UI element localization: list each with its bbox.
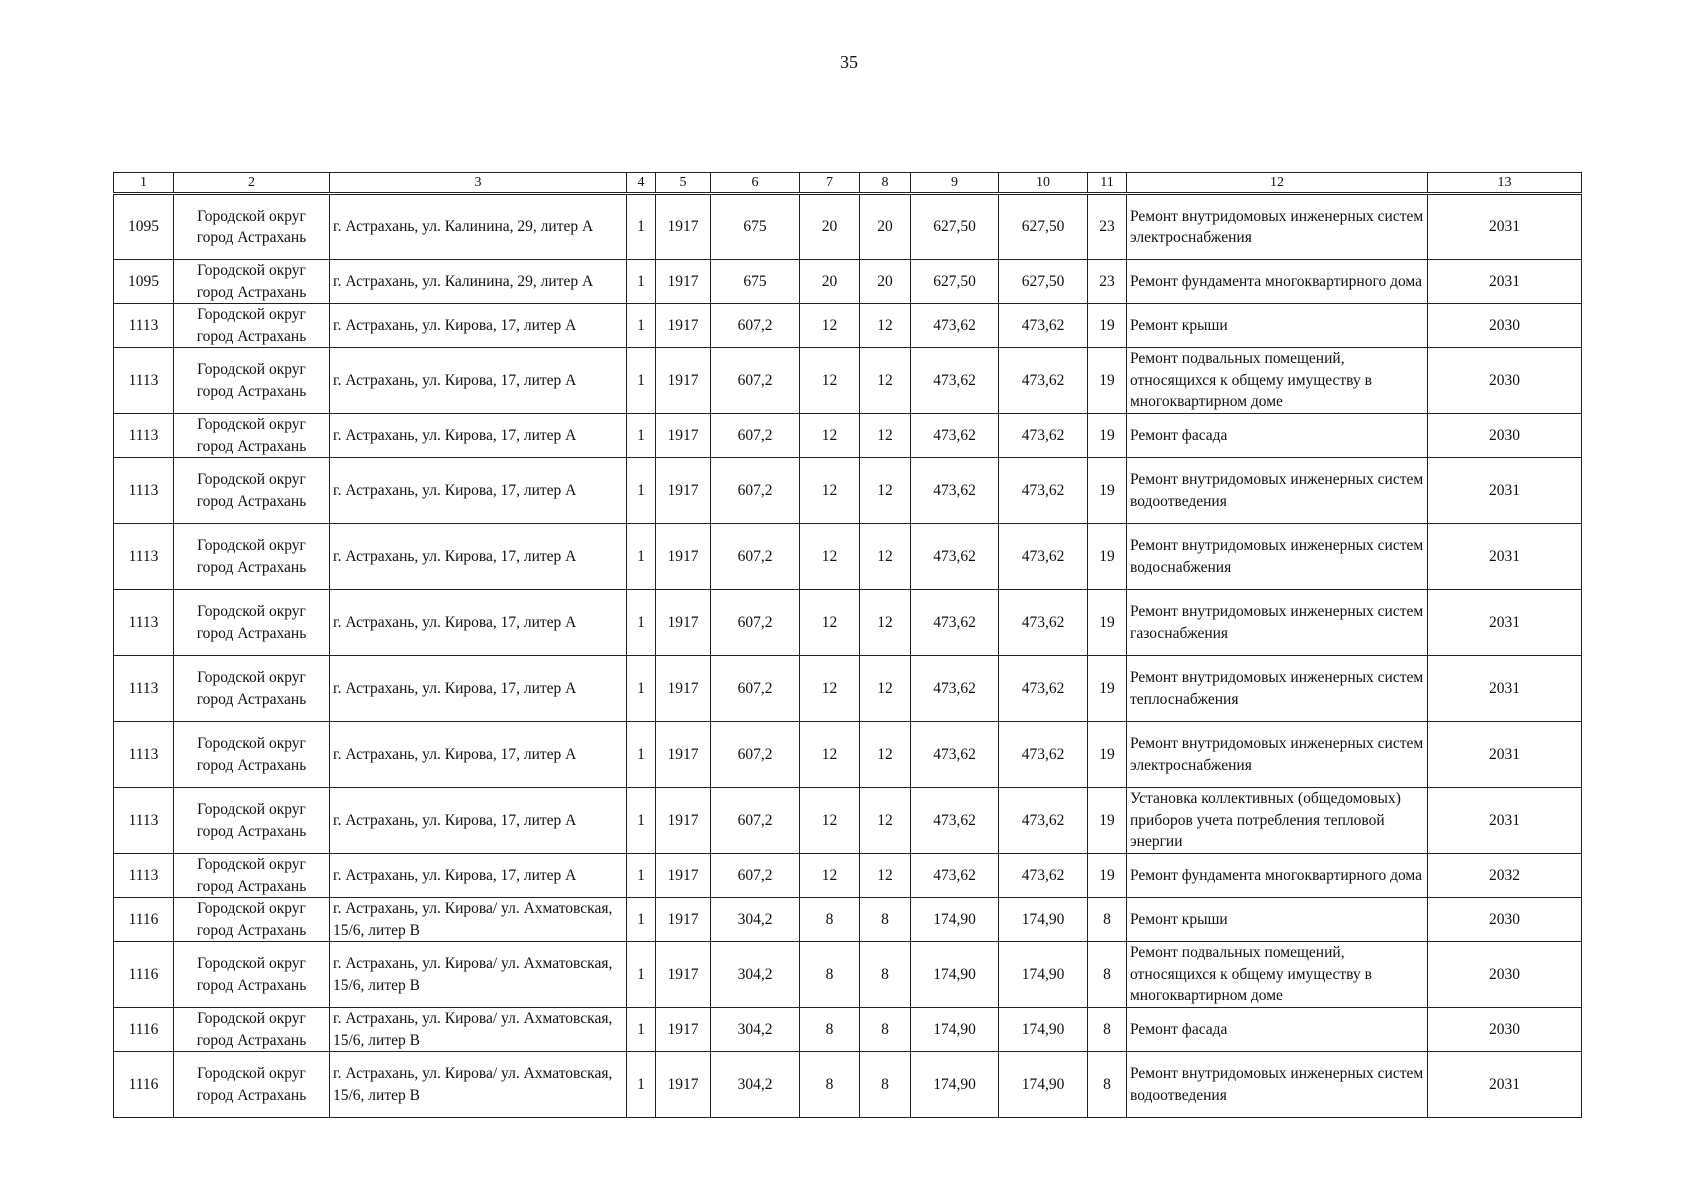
cell-year-built: 1917 xyxy=(656,194,711,260)
cell-col-4: 1 xyxy=(627,1052,656,1118)
cell-total-area: 304,2 xyxy=(711,898,800,942)
table-row xyxy=(114,458,1582,524)
cell-col-10-area: 473,62 xyxy=(999,788,1088,854)
cell-total-area: 607,2 xyxy=(711,854,800,898)
cell-planned-year: 2031 xyxy=(1428,722,1582,788)
cell-col-7: 12 xyxy=(800,788,860,854)
cell-address: г. Астрахань, ул. Кирова, 17, литер А xyxy=(330,656,627,722)
cell-col-4: 1 xyxy=(627,854,656,898)
cell-col-10-area: 174,90 xyxy=(999,1008,1088,1052)
cell-planned-year: 2031 xyxy=(1428,590,1582,656)
cell-year-built: 1917 xyxy=(656,1052,711,1118)
cell-residents: 8 xyxy=(1088,898,1127,942)
cell-total-area: 607,2 xyxy=(711,656,800,722)
cell-planned-year: 2031 xyxy=(1428,656,1582,722)
cell-residents: 8 xyxy=(1088,942,1127,1008)
table-row xyxy=(114,788,1582,854)
cell-municipality: Городской округ город Астрахань xyxy=(174,524,330,590)
cell-work-type: Ремонт внутридомовых инженерных систем электроснабжения xyxy=(1127,722,1428,788)
cell-col-8: 12 xyxy=(860,656,911,722)
cell-work-type: Установка коллективных (общедомовых) приборов учета потребления тепловой энергии xyxy=(1127,788,1428,854)
cell-work-type: Ремонт внутридомовых инженерных систем газоснабжения xyxy=(1127,590,1428,656)
cell-total-area: 607,2 xyxy=(711,414,800,458)
cell-municipality: Городской округ город Астрахань xyxy=(174,722,330,788)
cell-col-9-area: 174,90 xyxy=(911,1052,999,1118)
cell-row-id: 1095 xyxy=(114,260,174,304)
cell-work-type: Ремонт внутридомовых инженерных систем водоотведения xyxy=(1127,458,1428,524)
cell-residents: 19 xyxy=(1088,722,1127,788)
cell-municipality: Городской округ город Астрахань xyxy=(174,942,330,1008)
cell-planned-year: 2031 xyxy=(1428,788,1582,854)
cell-col-8: 20 xyxy=(860,194,911,260)
cell-col-7: 12 xyxy=(800,414,860,458)
cell-municipality: Городской округ город Астрахань xyxy=(174,788,330,854)
column-header-13: 13 xyxy=(1428,173,1582,194)
cell-col-7: 12 xyxy=(800,304,860,348)
cell-work-type: Ремонт внутридомовых инженерных систем теплоснабжения xyxy=(1127,656,1428,722)
cell-year-built: 1917 xyxy=(656,458,711,524)
cell-col-9-area: 473,62 xyxy=(911,524,999,590)
cell-row-id: 1116 xyxy=(114,1008,174,1052)
cell-address: г. Астрахань, ул. Кирова, 17, литер А xyxy=(330,304,627,348)
cell-col-4: 1 xyxy=(627,590,656,656)
cell-total-area: 607,2 xyxy=(711,788,800,854)
cell-municipality: Городской округ город Астрахань xyxy=(174,590,330,656)
cell-total-area: 607,2 xyxy=(711,348,800,414)
cell-col-9-area: 627,50 xyxy=(911,260,999,304)
cell-work-type: Ремонт фасада xyxy=(1127,1008,1428,1052)
table-row xyxy=(114,942,1582,1008)
cell-work-type: Ремонт фундамента многоквартирного дома xyxy=(1127,260,1428,304)
cell-col-8: 8 xyxy=(860,1008,911,1052)
cell-row-id: 1113 xyxy=(114,722,174,788)
cell-municipality: Городской округ город Астрахань xyxy=(174,854,330,898)
cell-col-8: 12 xyxy=(860,854,911,898)
cell-address: г. Астрахань, ул. Калинина, 29, литер А xyxy=(330,260,627,304)
cell-col-7: 8 xyxy=(800,942,860,1008)
column-header-10: 10 xyxy=(999,173,1088,194)
cell-col-9-area: 473,62 xyxy=(911,414,999,458)
cell-municipality: Городской округ город Астрахань xyxy=(174,260,330,304)
cell-planned-year: 2030 xyxy=(1428,414,1582,458)
cell-col-9-area: 174,90 xyxy=(911,942,999,1008)
cell-col-4: 1 xyxy=(627,260,656,304)
column-header-7: 7 xyxy=(800,173,860,194)
cell-planned-year: 2030 xyxy=(1428,942,1582,1008)
cell-work-type: Ремонт подвальных помещений, относящихся к общему имуществу в многоквартирном доме xyxy=(1127,348,1428,414)
cell-col-8: 8 xyxy=(860,942,911,1008)
table-row xyxy=(114,524,1582,590)
cell-col-7: 12 xyxy=(800,458,860,524)
cell-col-10-area: 473,62 xyxy=(999,524,1088,590)
cell-residents: 23 xyxy=(1088,260,1127,304)
cell-work-type: Ремонт подвальных помещений, относящихся к общему имуществу в многоквартирном доме xyxy=(1127,942,1428,1008)
cell-col-9-area: 473,62 xyxy=(911,348,999,414)
column-header-9: 9 xyxy=(911,173,999,194)
cell-col-4: 1 xyxy=(627,524,656,590)
table-row xyxy=(114,414,1582,458)
cell-address: г. Астрахань, ул. Кирова/ ул. Ахматовская, 15/6, литер В xyxy=(330,1008,627,1052)
cell-municipality: Городской округ город Астрахань xyxy=(174,898,330,942)
cell-row-id: 1113 xyxy=(114,304,174,348)
cell-col-8: 12 xyxy=(860,722,911,788)
cell-row-id: 1113 xyxy=(114,788,174,854)
cell-col-10-area: 627,50 xyxy=(999,194,1088,260)
cell-row-id: 1116 xyxy=(114,1052,174,1118)
column-header-4: 4 xyxy=(627,173,656,194)
cell-total-area: 607,2 xyxy=(711,722,800,788)
cell-col-8: 12 xyxy=(860,414,911,458)
cell-col-9-area: 473,62 xyxy=(911,854,999,898)
table-row xyxy=(114,854,1582,898)
cell-municipality: Городской округ город Астрахань xyxy=(174,414,330,458)
cell-planned-year: 2031 xyxy=(1428,1052,1582,1118)
cell-col-7: 12 xyxy=(800,590,860,656)
cell-col-10-area: 473,62 xyxy=(999,458,1088,524)
table-row xyxy=(114,656,1582,722)
cell-col-9-area: 473,62 xyxy=(911,656,999,722)
cell-col-7: 12 xyxy=(800,524,860,590)
cell-residents: 8 xyxy=(1088,1052,1127,1118)
cell-work-type: Ремонт фундамента многоквартирного дома xyxy=(1127,854,1428,898)
cell-col-10-area: 473,62 xyxy=(999,348,1088,414)
cell-residents: 23 xyxy=(1088,194,1127,260)
cell-municipality: Городской округ город Астрахань xyxy=(174,304,330,348)
cell-col-7: 20 xyxy=(800,260,860,304)
cell-col-9-area: 174,90 xyxy=(911,898,999,942)
cell-year-built: 1917 xyxy=(656,942,711,1008)
cell-col-9-area: 627,50 xyxy=(911,194,999,260)
table-row xyxy=(114,722,1582,788)
table-row xyxy=(114,1008,1582,1052)
cell-col-10-area: 627,50 xyxy=(999,260,1088,304)
cell-col-9-area: 473,62 xyxy=(911,304,999,348)
cell-work-type: Ремонт внутридомовых инженерных систем водоснабжения xyxy=(1127,524,1428,590)
cell-year-built: 1917 xyxy=(656,898,711,942)
cell-residents: 8 xyxy=(1088,1008,1127,1052)
column-header-6: 6 xyxy=(711,173,800,194)
cell-residents: 19 xyxy=(1088,788,1127,854)
cell-year-built: 1917 xyxy=(656,788,711,854)
cell-col-8: 8 xyxy=(860,898,911,942)
cell-row-id: 1113 xyxy=(114,524,174,590)
cell-row-id: 1113 xyxy=(114,414,174,458)
cell-col-9-area: 174,90 xyxy=(911,1008,999,1052)
cell-row-id: 1095 xyxy=(114,194,174,260)
table-row xyxy=(114,898,1582,942)
cell-residents: 19 xyxy=(1088,414,1127,458)
cell-col-8: 12 xyxy=(860,524,911,590)
column-header-11: 11 xyxy=(1088,173,1127,194)
column-header-3: 3 xyxy=(330,173,627,194)
cell-year-built: 1917 xyxy=(656,854,711,898)
table-row xyxy=(114,304,1582,348)
table-row xyxy=(114,590,1582,656)
column-header-1: 1 xyxy=(114,173,174,194)
cell-col-7: 8 xyxy=(800,1008,860,1052)
cell-year-built: 1917 xyxy=(656,590,711,656)
cell-col-7: 12 xyxy=(800,656,860,722)
cell-col-10-area: 473,62 xyxy=(999,590,1088,656)
cell-col-4: 1 xyxy=(627,788,656,854)
cell-municipality: Городской округ город Астрахань xyxy=(174,1052,330,1118)
cell-col-10-area: 473,62 xyxy=(999,722,1088,788)
cell-municipality: Городской округ город Астрахань xyxy=(174,458,330,524)
cell-col-4: 1 xyxy=(627,1008,656,1052)
cell-residents: 19 xyxy=(1088,348,1127,414)
cell-total-area: 675 xyxy=(711,260,800,304)
cell-row-id: 1113 xyxy=(114,348,174,414)
cell-year-built: 1917 xyxy=(656,656,711,722)
cell-work-type: Ремонт крыши xyxy=(1127,304,1428,348)
cell-total-area: 675 xyxy=(711,194,800,260)
cell-address: г. Астрахань, ул. Кирова, 17, литер А xyxy=(330,524,627,590)
cell-municipality: Городской округ город Астрахань xyxy=(174,348,330,414)
cell-total-area: 607,2 xyxy=(711,304,800,348)
cell-year-built: 1917 xyxy=(656,524,711,590)
column-header-12: 12 xyxy=(1127,173,1428,194)
cell-planned-year: 2031 xyxy=(1428,260,1582,304)
cell-col-7: 8 xyxy=(800,898,860,942)
cell-col-9-area: 473,62 xyxy=(911,590,999,656)
cell-col-8: 12 xyxy=(860,590,911,656)
cell-address: г. Астрахань, ул. Кирова, 17, литер А xyxy=(330,722,627,788)
cell-col-4: 1 xyxy=(627,656,656,722)
table-row xyxy=(114,260,1582,304)
table-row xyxy=(114,194,1582,260)
cell-col-10-area: 473,62 xyxy=(999,414,1088,458)
cell-residents: 19 xyxy=(1088,656,1127,722)
cell-col-10-area: 473,62 xyxy=(999,304,1088,348)
column-header-8: 8 xyxy=(860,173,911,194)
cell-address: г. Астрахань, ул. Кирова, 17, литер А xyxy=(330,414,627,458)
cell-year-built: 1917 xyxy=(656,1008,711,1052)
cell-address: г. Астрахань, ул. Кирова, 17, литер А xyxy=(330,348,627,414)
cell-col-4: 1 xyxy=(627,304,656,348)
table-body xyxy=(114,173,1582,1118)
cell-residents: 19 xyxy=(1088,304,1127,348)
cell-col-4: 1 xyxy=(627,898,656,942)
repair-schedule-table-wrapper xyxy=(113,172,1582,1118)
cell-address: г. Астрахань, ул. Кирова, 17, литер А xyxy=(330,458,627,524)
column-number-row xyxy=(114,173,1582,194)
cell-col-4: 1 xyxy=(627,194,656,260)
cell-year-built: 1917 xyxy=(656,348,711,414)
cell-col-8: 12 xyxy=(860,458,911,524)
cell-municipality: Городской округ город Астрахань xyxy=(174,1008,330,1052)
cell-col-7: 12 xyxy=(800,854,860,898)
column-header-5: 5 xyxy=(656,173,711,194)
cell-col-9-area: 473,62 xyxy=(911,788,999,854)
cell-residents: 19 xyxy=(1088,590,1127,656)
cell-work-type: Ремонт внутридомовых инженерных систем электроснабжения xyxy=(1127,194,1428,260)
table-row xyxy=(114,348,1582,414)
cell-planned-year: 2030 xyxy=(1428,898,1582,942)
cell-col-9-area: 473,62 xyxy=(911,722,999,788)
cell-col-4: 1 xyxy=(627,942,656,1008)
cell-col-10-area: 174,90 xyxy=(999,898,1088,942)
cell-col-8: 12 xyxy=(860,304,911,348)
cell-total-area: 607,2 xyxy=(711,524,800,590)
cell-work-type: Ремонт фасада xyxy=(1127,414,1428,458)
cell-year-built: 1917 xyxy=(656,414,711,458)
cell-col-4: 1 xyxy=(627,348,656,414)
cell-address: г. Астрахань, ул. Кирова/ ул. Ахматовская, 15/6, литер В xyxy=(330,942,627,1008)
cell-col-7: 20 xyxy=(800,194,860,260)
cell-planned-year: 2031 xyxy=(1428,524,1582,590)
cell-row-id: 1116 xyxy=(114,942,174,1008)
cell-work-type: Ремонт крыши xyxy=(1127,898,1428,942)
cell-year-built: 1917 xyxy=(656,260,711,304)
cell-row-id: 1113 xyxy=(114,458,174,524)
cell-residents: 19 xyxy=(1088,458,1127,524)
cell-col-7: 8 xyxy=(800,1052,860,1118)
cell-col-9-area: 473,62 xyxy=(911,458,999,524)
cell-col-4: 1 xyxy=(627,458,656,524)
cell-col-4: 1 xyxy=(627,722,656,788)
page-number: 35 xyxy=(840,52,858,72)
column-header-2: 2 xyxy=(174,173,330,194)
cell-residents: 19 xyxy=(1088,854,1127,898)
cell-col-8: 12 xyxy=(860,788,911,854)
cell-planned-year: 2030 xyxy=(1428,304,1582,348)
cell-year-built: 1917 xyxy=(656,722,711,788)
cell-address: г. Астрахань, ул. Кирова, 17, литер А xyxy=(330,590,627,656)
cell-work-type: Ремонт внутридомовых инженерных систем водоотведения xyxy=(1127,1052,1428,1118)
table-row xyxy=(114,1052,1582,1118)
cell-municipality: Городской округ город Астрахань xyxy=(174,656,330,722)
cell-row-id: 1116 xyxy=(114,898,174,942)
cell-total-area: 607,2 xyxy=(711,458,800,524)
cell-total-area: 304,2 xyxy=(711,1008,800,1052)
cell-col-4: 1 xyxy=(627,414,656,458)
cell-address: г. Астрахань, ул. Кирова, 17, литер А xyxy=(330,854,627,898)
cell-address: г. Астрахань, ул. Калинина, 29, литер А xyxy=(330,194,627,260)
cell-planned-year: 2030 xyxy=(1428,348,1582,414)
cell-col-10-area: 473,62 xyxy=(999,656,1088,722)
cell-address: г. Астрахань, ул. Кирова/ ул. Ахматовская, 15/6, литер В xyxy=(330,1052,627,1118)
cell-planned-year: 2031 xyxy=(1428,194,1582,260)
repair-schedule-table xyxy=(113,172,1582,1118)
cell-col-10-area: 174,90 xyxy=(999,942,1088,1008)
cell-year-built: 1917 xyxy=(656,304,711,348)
cell-row-id: 1113 xyxy=(114,656,174,722)
cell-total-area: 607,2 xyxy=(711,590,800,656)
cell-col-7: 12 xyxy=(800,348,860,414)
cell-planned-year: 2030 xyxy=(1428,1008,1582,1052)
cell-address: г. Астрахань, ул. Кирова, 17, литер А xyxy=(330,788,627,854)
cell-row-id: 1113 xyxy=(114,854,174,898)
cell-planned-year: 2032 xyxy=(1428,854,1582,898)
cell-col-8: 8 xyxy=(860,1052,911,1118)
cell-residents: 19 xyxy=(1088,524,1127,590)
cell-address: г. Астрахань, ул. Кирова/ ул. Ахматовская, 15/6, литер В xyxy=(330,898,627,942)
cell-total-area: 304,2 xyxy=(711,942,800,1008)
cell-col-7: 12 xyxy=(800,722,860,788)
cell-row-id: 1113 xyxy=(114,590,174,656)
cell-col-10-area: 174,90 xyxy=(999,1052,1088,1118)
cell-municipality: Городской округ город Астрахань xyxy=(174,194,330,260)
cell-col-8: 12 xyxy=(860,348,911,414)
cell-col-8: 20 xyxy=(860,260,911,304)
cell-planned-year: 2031 xyxy=(1428,458,1582,524)
cell-col-10-area: 473,62 xyxy=(999,854,1088,898)
cell-total-area: 304,2 xyxy=(711,1052,800,1118)
